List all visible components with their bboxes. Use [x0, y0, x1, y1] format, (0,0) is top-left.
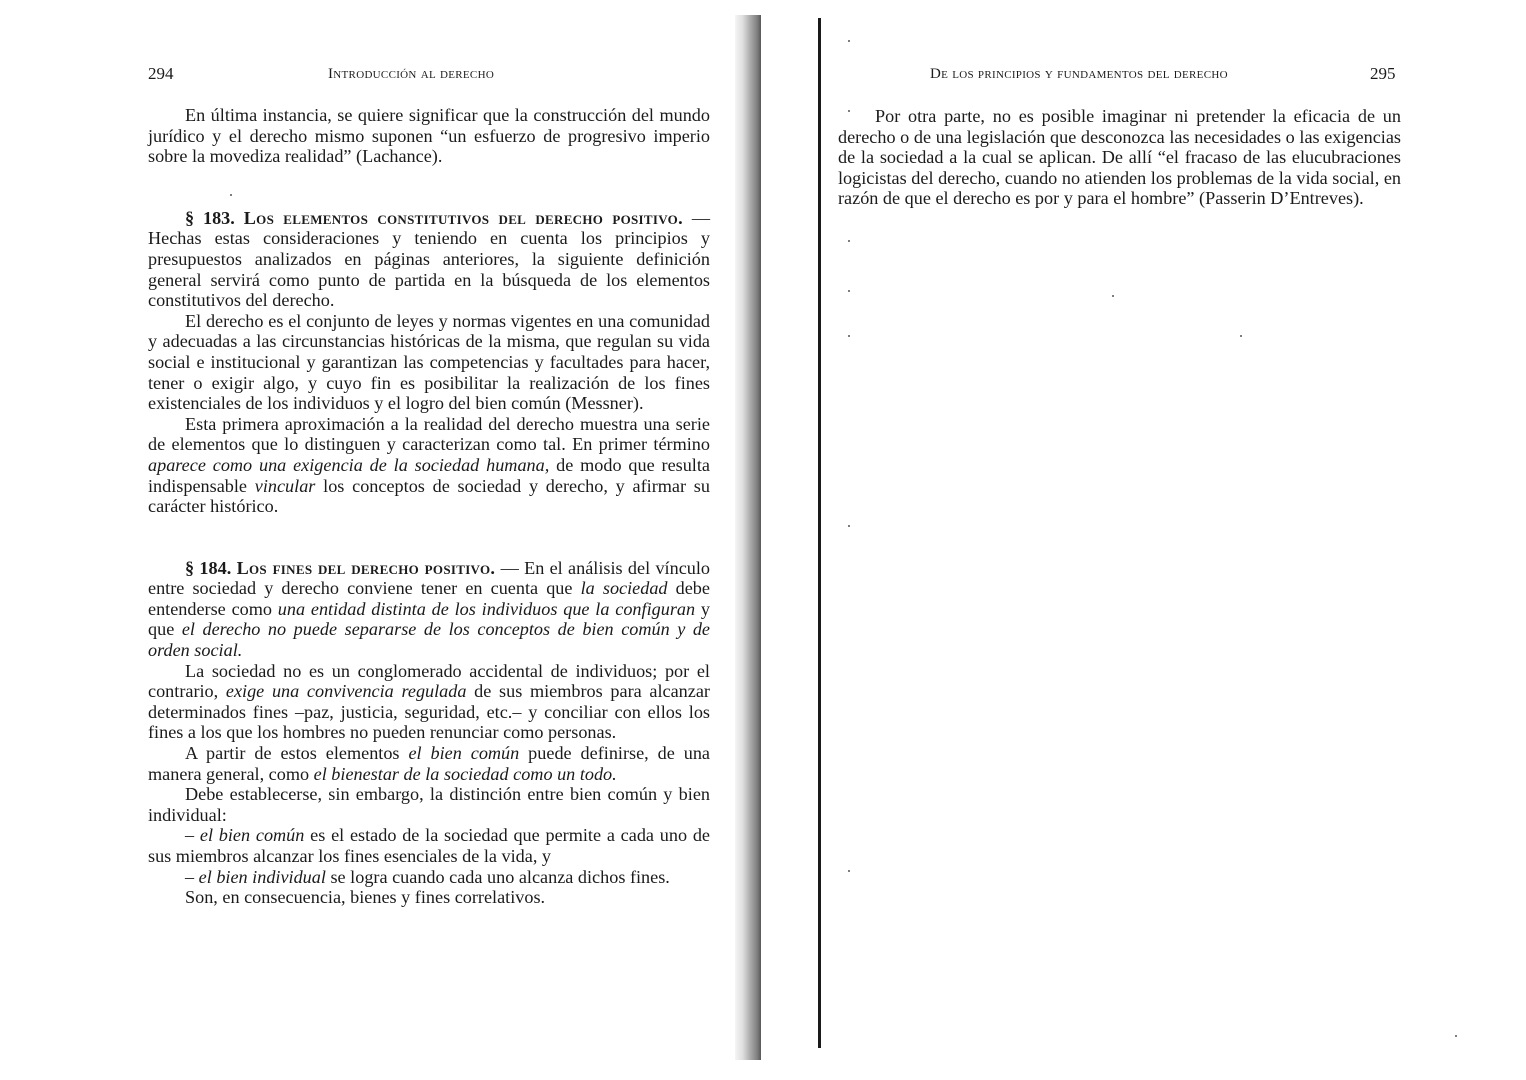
paragraph: En última instancia, se quiere significar que la construcción del mundo jurídico y el derecho mismo suponen “un esfuerzo de progresivo imperio sobre la movediza realidad” (Lachance). — [148, 105, 710, 167]
scan-speck — [1240, 335, 1242, 337]
text-run: debe entenderse como — [148, 578, 710, 619]
dash: – — [185, 866, 199, 887]
section-number: § 184. — [185, 557, 232, 578]
right-text-column — [838, 106, 1401, 209]
scan-speck — [848, 240, 850, 242]
paragraph: El derecho es el conjunto de leyes y normas vigentes en una comunidad y adecuadas a las circunstancias históricas de la misma, que regulan su vida social e institucional y garantizan las competencias y facultades para hacer, tener o exigir algo, y cuyo fin es posibilitar la realización de los fines existenciales de los individuos y el logro del bien común (Messner). — [148, 310, 710, 414]
italic-run: el bien común — [408, 743, 520, 764]
right-page — [790, 0, 1526, 1080]
scan-speck — [848, 335, 850, 337]
scan-speck — [848, 290, 850, 292]
list-item — [148, 825, 710, 866]
section-number: § 183. — [185, 207, 235, 228]
italic-run: el bien común — [199, 825, 305, 846]
section-183 — [148, 208, 710, 311]
left-page — [0, 0, 760, 1080]
section-title: Los fines del derecho positivo. — [236, 557, 496, 578]
page-number: 294 — [148, 64, 174, 83]
paragraph — [148, 661, 710, 743]
text-run: La sociedad no es un conglomerado accidental de individuos; por el contrario, — [148, 660, 710, 702]
italic-run: el bien individual — [198, 866, 326, 887]
scan-speck — [848, 870, 850, 872]
text-run: es el estado de la sociedad que permite a cada uno de sus miembros alcanzar los fines esenciales de la vida, y — [148, 825, 710, 866]
text-run: A partir de estos elementos — [185, 743, 409, 764]
italic-run: vincular — [254, 475, 316, 496]
text-run: de modo que resulta indispensable — [148, 454, 710, 496]
text-run: — En el análisis del vínculo entre sociedad y derecho conviene tener en cuenta que — [148, 557, 711, 599]
scan-speck — [848, 40, 850, 42]
scan-speck — [1112, 295, 1114, 297]
section-title: Los elementos constitutivos del derecho positivo. — [243, 207, 683, 228]
left-text-column — [148, 105, 710, 908]
list-item — [148, 867, 710, 888]
text-run: se logra cuando cada uno alcanza dichos fines. — [325, 866, 670, 887]
page-number: 295 — [1370, 64, 1396, 83]
text-run: puede definirse, de una manera general, como — [148, 743, 711, 784]
text-run: los conceptos de sociedad y derecho, y afirmar su carácter histórico. — [148, 475, 710, 517]
italic-run: el derecho no puede separarse de los conceptos de bien común y de orden social. — [148, 619, 711, 661]
italic-run: aparece como una exigencia de la sociedad humana, — [148, 454, 550, 475]
dash: – — [185, 825, 200, 846]
scan-speck — [230, 194, 232, 196]
paragraph: Debe establecerse, sin embargo, la distinción entre bien común y bien individual: — [148, 784, 710, 825]
text-run: de sus miembros para alcanzar determinados fines –paz, justicia, seguridad, etc.– y conciliar con ellos los fines a los que los hombres no pueden renunciar como personas. — [148, 681, 710, 743]
paragraph — [148, 743, 710, 784]
scan-speck — [1455, 1035, 1457, 1037]
paragraph: Son, en consecuencia, bienes y fines correlativos. — [185, 887, 546, 908]
text-run: y que — [148, 598, 710, 640]
running-head: De los principios y fundamentos del derecho — [930, 66, 1228, 82]
section-184 — [148, 558, 710, 661]
paragraph: Por otra parte, no es posible imaginar ni pretender la eficacia de un derecho o de una legislación que desconozca las necesidades o las exigencias de la sociedad a la cual se aplican. De allí “el fracaso de las elucubraciones logicistas del derecho, cuando no atienden los problemas de la vida social, en razón de que el derecho es por y para el hombre” (Passerin D’Entreves). — [838, 106, 1401, 209]
italic-run: una entidad distinta de los individuos que la configuran — [277, 598, 696, 619]
italic-run: exige una convivencia regulada — [225, 681, 467, 702]
italic-run: la sociedad — [580, 578, 668, 599]
scan-speck — [848, 110, 850, 112]
scan-speck — [848, 525, 850, 527]
section-text: — Hechas estas consideraciones y teniendo en cuenta los principios y presupuestos analizados en páginas anteriores, la siguiente definición general servirá como punto de partida en la búsqueda de los elementos constitutivos del derecho. — [148, 207, 711, 311]
running-head: Introducción al derecho — [328, 66, 495, 82]
paragraph — [148, 414, 710, 517]
text-run: Esta primera aproximación a la realidad del derecho muestra una serie de elementos que lo distinguen y caracterizan como tal. En primer término — [148, 413, 710, 455]
italic-run: el bienestar de la sociedad como un todo. — [313, 763, 617, 784]
